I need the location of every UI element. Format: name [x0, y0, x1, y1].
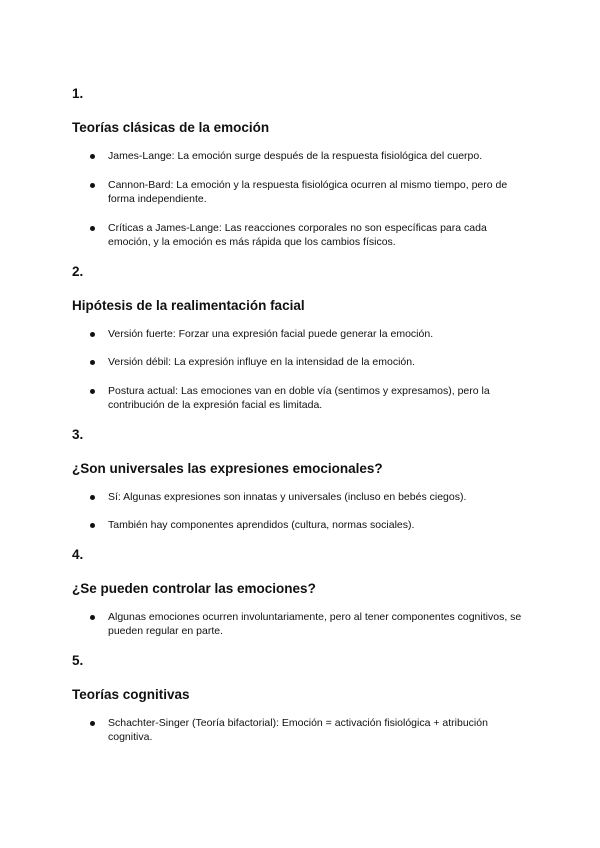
bullet-icon — [90, 721, 95, 726]
list-item-text: Cannon-Bard: La emoción y la respuesta fisiológica ocurren al mismo tiempo, pero de forma independiente. — [108, 178, 508, 205]
section-3 — [72, 427, 532, 533]
list-item — [72, 610, 532, 639]
document-page — [72, 86, 532, 759]
list-item — [72, 518, 532, 533]
section-title: Teorías cognitivas — [72, 686, 190, 702]
bullet-icon — [90, 332, 95, 337]
section-1 — [72, 86, 532, 250]
list-item — [72, 716, 532, 745]
list-item — [72, 178, 532, 207]
list-item-text: Versión débil: La expresión influye en la intensidad de la emoción. — [108, 356, 416, 368]
bullet-icon — [90, 183, 95, 188]
section-number: 5. — [72, 652, 84, 668]
list-item — [72, 149, 532, 164]
bullet-icon — [90, 615, 95, 620]
bullet-list — [72, 716, 532, 745]
section-5 — [72, 653, 532, 745]
bullet-list — [72, 610, 532, 639]
bullet-icon — [90, 360, 95, 365]
section-number: 2. — [72, 263, 84, 279]
list-item-text: Schachter-Singer (Teoría bifactorial): Emoción = activación fisiológica + atribución cognitiva. — [108, 716, 488, 743]
list-item-text: James-Lange: La emoción surge después de la respuesta fisiológica del cuerpo. — [108, 150, 483, 162]
bullet-list — [72, 490, 532, 533]
bullet-list — [72, 327, 532, 413]
section-number: 1. — [72, 86, 84, 101]
section-4 — [72, 547, 532, 639]
list-item-text: Sí: Algunas expresiones son innatas y universales (incluso en bebés ciegos). — [108, 490, 467, 503]
bullet-icon — [90, 389, 95, 394]
section-2 — [72, 264, 532, 413]
section-title: Teorías clásicas de la emoción — [72, 120, 270, 135]
list-item — [72, 327, 532, 342]
section-title: Hipótesis de la realimentación facial — [72, 297, 305, 313]
list-item — [72, 384, 532, 413]
bullet-icon — [90, 495, 95, 500]
list-item — [72, 221, 532, 250]
list-item — [72, 355, 532, 370]
list-item-text: Postura actual: Las emociones van en doble vía (sentimos y expresamos), pero la contribución de la expresión facial es limitada. — [108, 384, 490, 411]
list-item — [72, 490, 532, 505]
bullet-icon — [90, 226, 95, 231]
list-item-text: Versión fuerte: Forzar una expresión facial puede generar la emoción. — [108, 327, 434, 340]
list-item-text: También hay componentes aprendidos (cultura, normas sociales). — [108, 519, 415, 531]
bullet-list — [72, 149, 532, 250]
section-title: ¿Son universales las expresiones emocionales? — [72, 460, 383, 476]
section-title: ¿Se pueden controlar las emociones? — [72, 580, 316, 596]
section-number: 4. — [72, 546, 84, 562]
bullet-icon — [90, 154, 95, 159]
list-item-text: Algunas emociones ocurren involuntariamente, pero al tener componentes cognitivos, se pueden regular en parte. — [108, 610, 522, 637]
bullet-icon — [90, 523, 95, 528]
section-number: 3. — [72, 426, 84, 442]
list-item-text: Críticas a James-Lange: Las reacciones corporales no son específicas para cada emoción, y la emoción es más rápida que los cambios físicos. — [108, 221, 487, 248]
